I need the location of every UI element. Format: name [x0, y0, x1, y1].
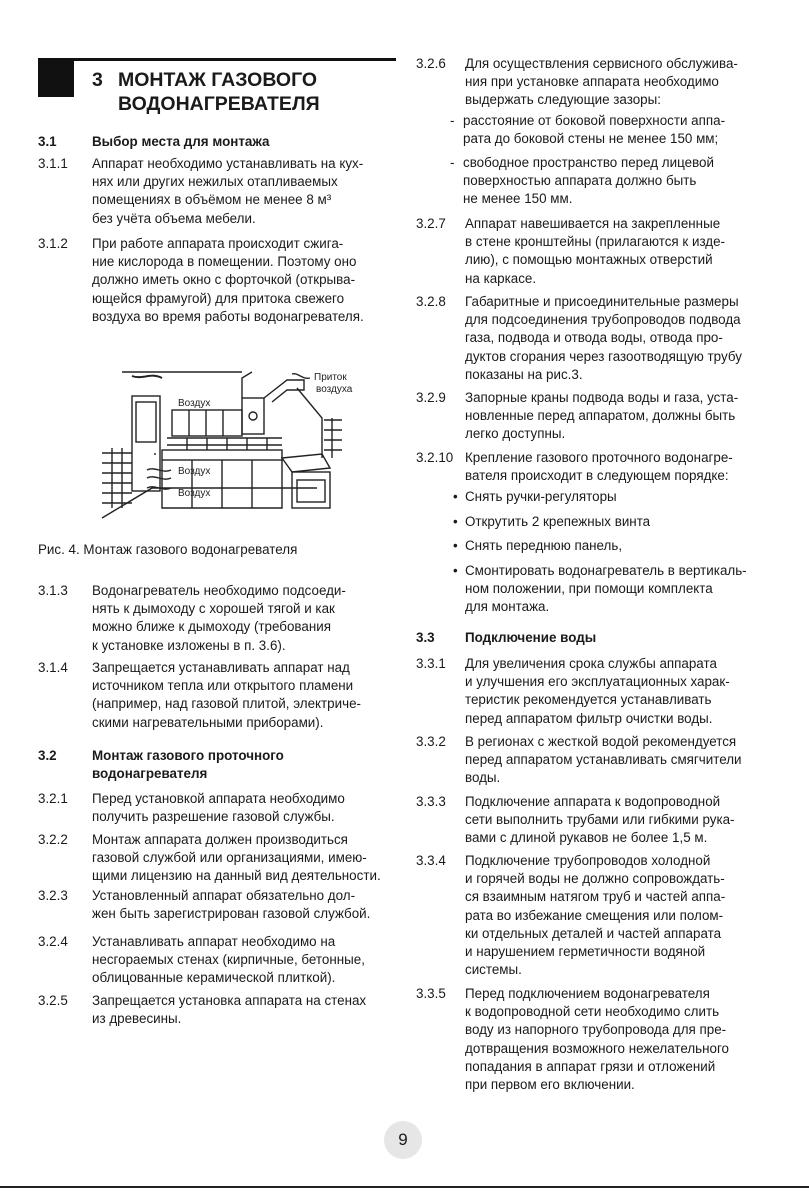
clause-line: Монтаж газового проточного [92, 748, 284, 763]
clause-3-2-9 [416, 389, 771, 444]
clause-text [92, 790, 398, 826]
clause-line: без учёта объема мебели. [92, 210, 256, 226]
clause-3-1-2 [38, 235, 398, 326]
clause-line: Подключение воды [465, 630, 597, 645]
clause-line: (например, над газовой плитой, электриче- [92, 696, 361, 712]
clause-3-3-1 [416, 655, 771, 728]
clause-3-1 [38, 133, 398, 151]
clause-line: нять к дымоходу с хорошей тягой и как [92, 601, 335, 617]
list-item-line: расстояние от боковой поверхности аппа- [463, 113, 726, 128]
list-item-line: не менее 150 мм. [463, 191, 573, 207]
clause-line: легко доступны. [465, 426, 566, 442]
clause-text [465, 293, 771, 384]
clause-line: системы. [465, 962, 522, 978]
section-number: 3 [92, 69, 103, 91]
clause-3-2 [38, 747, 398, 783]
dash-mark: - [450, 113, 455, 128]
clause-line: щими лицензию на данный вид деятельности. [92, 868, 381, 884]
clause-line: газовой службой или организациями, имею- [92, 850, 367, 866]
clause-number: 3.2.5 [38, 993, 68, 1008]
clause-line: несгораемых стенах (кирпичные, бетонные, [92, 952, 365, 968]
clause-line: Крепление газового проточного водонагре- [465, 450, 733, 465]
clause-number: 3.1.4 [38, 660, 68, 675]
clause-line: получить разрешение газовой службы. [92, 809, 335, 825]
clause-line: дотвращения возможного нежелательного [465, 1040, 729, 1056]
list-item-text [463, 154, 714, 209]
clause-line: и горячей воды не должно сопровождать- [465, 871, 725, 887]
clause-line: ки отдельных деталей и частей аппарата [465, 925, 722, 941]
figure-caption: Рис. 4. Монтаж газового водонагревателя [38, 542, 298, 557]
clause-line: водонагревателя [92, 766, 208, 782]
clause-3-2-5 [38, 992, 398, 1028]
clause-number: 3.3.1 [416, 656, 446, 671]
clause-line: нях или других нежилых отапливаемых [92, 174, 338, 190]
clause-line: ния при установке аппарата необходимо [465, 74, 719, 90]
clause-line: Перед установкой аппарата необходимо [92, 791, 345, 806]
clause-3-2-3 [38, 887, 398, 923]
clause-number: 3.2.9 [416, 390, 446, 405]
clause-line: Монтаж аппарата должен производиться [92, 832, 348, 847]
clause-3-2-4 [38, 933, 398, 988]
list-item-line: для монтажа. [465, 599, 550, 615]
page-bottom-rule [0, 1186, 809, 1188]
dash-list-item [450, 112, 725, 148]
clause-line: рата во избежание смещения или полом- [465, 907, 724, 923]
dash-mark: - [450, 155, 455, 170]
figure-label-air-mid: Воздух [178, 466, 211, 477]
clause-line: к установке изложены в п. 3.6). [92, 637, 286, 653]
clause-line: можно ближе к дымоходу (требования [92, 619, 331, 635]
clause-line: газа, подвода и отвода воды, отвода про- [465, 330, 723, 346]
clause-line: Установленный аппарат обязательно дол- [92, 888, 356, 903]
clause-number: 3.2.6 [416, 56, 446, 71]
clause-text [465, 793, 771, 848]
list-item-line: рата до боковой стены не менее 150 мм; [463, 131, 719, 147]
clause-number: 3.3 [416, 630, 435, 645]
clause-line: Аппарат навешивается на закрепленные [465, 216, 721, 231]
clause-text [92, 659, 398, 732]
clause-text [465, 55, 771, 110]
bullet-list-item [453, 537, 622, 555]
clause-text [465, 733, 771, 788]
clause-line: новленные перед аппаратом, должны быть [465, 408, 736, 424]
clause-line: должно иметь окно с форточкой (открыва- [92, 272, 356, 288]
clause-number: 3.1.2 [38, 236, 68, 251]
section-title-line2: ВОДОНАГРЕВАТЕЛЯ [118, 93, 320, 115]
list-item-line: Снять переднюю панель, [465, 538, 623, 553]
clause-line: перед аппаратом устанавливать смягчители [465, 752, 742, 768]
clause-line: на каркасе. [465, 270, 537, 286]
clause-line: и улучшения его эксплуатационных харак- [465, 674, 730, 690]
clause-line: Для осуществления сервисного обслужива- [465, 56, 738, 71]
clause-text [92, 831, 398, 886]
clause-number: 3.2 [38, 748, 57, 763]
clause-line: Устанавливать аппарат необходимо на [92, 934, 336, 949]
clause-number: 3.1.1 [38, 156, 68, 171]
clause-line: Запрещается установка аппарата на стенах [92, 993, 367, 1008]
clause-line: вами с длиной рукавов не более 1,5 м. [465, 830, 708, 846]
clause-number: 3.2.8 [416, 294, 446, 309]
clause-text [465, 852, 771, 979]
clause-3-2-10 [416, 449, 771, 485]
list-item-text [465, 562, 747, 617]
clause-line: Для увеличения срока службы аппарата [465, 656, 717, 671]
list-item-line: Снять ручки-регуляторы [465, 489, 617, 504]
clause-line: Подключение трубопроводов холодной [465, 853, 711, 868]
clause-line: Запорные краны подвода воды и газа, уста- [465, 390, 739, 405]
clause-line: жен быть зарегистрирован газовой службой. [92, 906, 371, 922]
list-item-text [465, 537, 622, 555]
clause-text [465, 215, 771, 288]
clause-line: Запрещается устанавливать аппарат над [92, 660, 350, 675]
dash-list-item [450, 154, 714, 209]
section-title-line1: МОНТАЖ ГАЗОВОГО [118, 69, 318, 91]
clause-text [92, 887, 398, 923]
clause-text [92, 747, 398, 783]
clause-number: 3.3.2 [416, 734, 446, 749]
list-item-line: ном положении, при помощи комплекта [465, 581, 713, 597]
clause-text [465, 449, 771, 485]
clause-number: 3.3.5 [416, 986, 446, 1001]
kitchen-installation-illustration [92, 358, 353, 528]
bullet-mark: • [453, 489, 458, 504]
bullet-mark: • [453, 514, 458, 529]
clause-line: скими нагревательными приборами). [92, 714, 324, 730]
clause-3-3-4 [416, 852, 771, 979]
figure-label-inflow-2: воздуха [316, 384, 353, 395]
clause-number: 3.2.1 [38, 791, 68, 806]
clause-3-3-2 [416, 733, 771, 788]
figure-label-inflow-1: Приток [314, 372, 347, 383]
bullet-mark: • [453, 563, 458, 578]
clause-3-2-2 [38, 831, 398, 886]
bullet-list-item [453, 488, 617, 506]
clause-number: 3.2.3 [38, 888, 68, 903]
section-heading [92, 68, 320, 116]
page-number: 9 [384, 1121, 422, 1159]
clause-3-1-3 [38, 582, 398, 655]
list-item-text [463, 112, 725, 148]
list-item-text [465, 488, 617, 506]
clause-3-3-3 [416, 793, 771, 848]
clause-number: 3.2.7 [416, 216, 446, 231]
clause-number: 3.2.2 [38, 832, 68, 847]
clause-line: воздуха во время работы водонагревателя. [92, 308, 364, 324]
bullet-list-item [453, 562, 747, 617]
clause-line: перед аппаратом фильтр очистки воды. [465, 710, 713, 726]
clause-line: из древесины. [92, 1011, 182, 1027]
clause-line: воду из напорного трубопровода для пре- [465, 1022, 727, 1038]
clause-3-1-1 [38, 155, 398, 228]
clause-number: 3.1.3 [38, 583, 68, 598]
clause-number: 3.3.4 [416, 853, 446, 868]
heading-rule [38, 58, 396, 61]
clause-line: ющейся фрамугой) для притока свежего [92, 290, 345, 306]
clause-3-2-6 [416, 55, 771, 110]
clause-line: дуктов сгорания через газоотводящую трубу [465, 348, 742, 364]
clause-line: Водонагреватель необходимо подсоеди- [92, 583, 346, 598]
clause-line: теристик рекомендуется устанавливать [465, 692, 712, 708]
list-item-line: Смонтировать водонагреватель в вертикаль- [465, 563, 747, 578]
clause-line: Перед подключением водонагревателя [465, 986, 710, 1001]
list-item-text [465, 513, 650, 531]
clause-line: выдержать следующие зазоры: [465, 92, 661, 108]
list-item-line: поверхностью аппарата должно быть [463, 173, 697, 189]
list-item-line: Открутить 2 крепежных винта [465, 514, 651, 529]
clause-text [465, 389, 771, 444]
clause-line: лию), с помощью монтажных отверстий [465, 252, 713, 268]
clause-number: 3.1 [38, 134, 57, 149]
clause-number: 3.2.4 [38, 934, 68, 949]
clause-3-1-4 [38, 659, 398, 732]
clause-line: к водопроводной сети необходимо слить [465, 1004, 720, 1020]
clause-line: облицованные керамической плиткой). [92, 970, 336, 986]
clause-line: попадания в аппарат грязи и отложений [465, 1058, 716, 1074]
clause-text [465, 655, 771, 728]
clause-number: 3.3.3 [416, 794, 446, 809]
clause-text [92, 155, 398, 228]
clause-line: вателя происходит в следующем порядке: [465, 468, 729, 484]
clause-line: источником тепла или открытого пламени [92, 678, 354, 694]
clause-line: Подключение аппарата к водопроводной [465, 794, 721, 809]
clause-line: в стене кронштейны (прилагаются к изде- [465, 234, 726, 250]
clause-line: помещениях в объёмом не менее 8 м³ [92, 192, 332, 208]
clause-text [92, 992, 398, 1028]
figure-label-air-low: Воздух [178, 488, 211, 499]
clause-line: при первом его включении. [465, 1077, 635, 1093]
clause-3-2-7 [416, 215, 771, 288]
clause-line: Выбор места для монтажа [92, 134, 270, 149]
clause-number: 3.2.10 [416, 450, 454, 465]
clause-text [92, 933, 398, 988]
clause-3-3 [416, 629, 771, 647]
heading-black-box [38, 58, 74, 97]
clause-line: Аппарат необходимо устанавливать на кух- [92, 156, 364, 171]
clause-3-2-8 [416, 293, 771, 384]
clause-line: сети выполнить трубами или гибкими рука- [465, 812, 735, 828]
figure-label-air-top: Воздух [178, 398, 211, 409]
clause-text [92, 235, 398, 326]
clause-line: В регионах с жесткой водой рекомендуется [465, 734, 737, 749]
clause-line: ние кислорода в помещении. Поэтому оно [92, 254, 357, 270]
clause-line: показаны на рис.3. [465, 366, 583, 382]
clause-line: воды. [465, 770, 501, 786]
clause-3-3-5 [416, 985, 771, 1094]
clause-text [92, 582, 398, 655]
list-item-line: свободное пространство перед лицевой [463, 155, 714, 170]
clause-text [92, 133, 398, 151]
clause-3-2-1 [38, 790, 398, 826]
clause-line: При работе аппарата происходит сжига- [92, 236, 344, 251]
clause-text [465, 985, 771, 1094]
bullet-mark: • [453, 538, 458, 553]
clause-line: Габаритные и присоединительные размеры [465, 294, 739, 309]
clause-line: ся взаимным натягом труб и частей аппа- [465, 889, 726, 905]
clause-line: для подсоединения трубопроводов подвода [465, 312, 741, 328]
clause-line: и нарушением герметичности водяной [465, 944, 706, 960]
bullet-list-item [453, 513, 650, 531]
clause-text [465, 629, 771, 647]
